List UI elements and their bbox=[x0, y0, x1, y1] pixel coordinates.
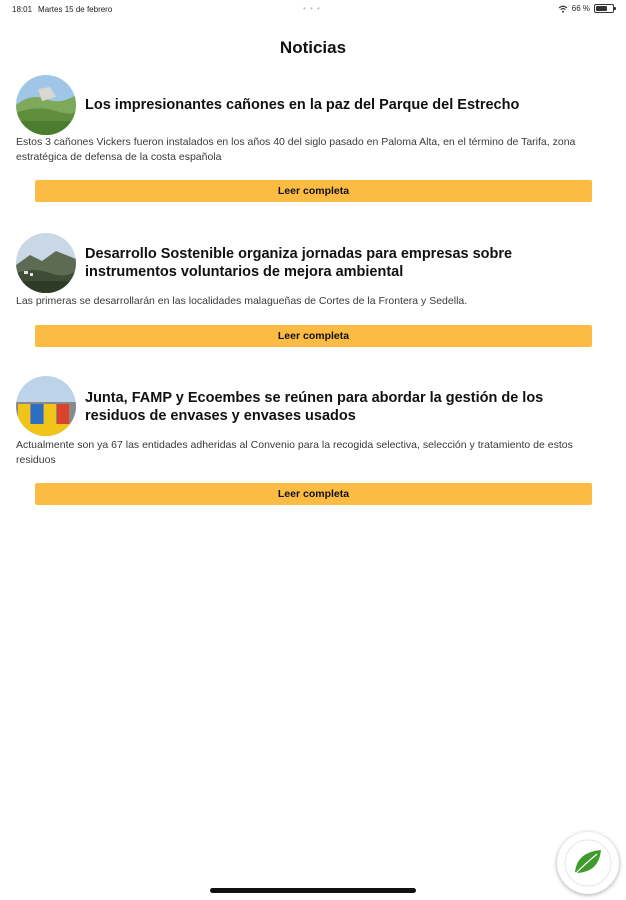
read-more-button[interactable]: Leer completa bbox=[35, 483, 592, 505]
battery-icon bbox=[594, 4, 614, 13]
recycling-bins-photo-icon bbox=[16, 376, 76, 436]
battery-tip bbox=[614, 7, 616, 10]
multitask-dots[interactable]: • • • bbox=[303, 4, 321, 13]
news-summary: Actualmente son ya 67 las entidades adheridas al Convenio para la recogida selectiva, selección y tratamiento de estos residuos bbox=[16, 439, 573, 466]
news-title[interactable]: Los impresionantes cañones en la paz del Parque del Estrecho bbox=[85, 97, 520, 113]
read-more-button[interactable]: Leer completa bbox=[35, 325, 592, 347]
battery-fill bbox=[596, 6, 607, 11]
mountain-village-photo-icon bbox=[16, 233, 76, 293]
page-title: Noticias bbox=[279, 38, 347, 57]
news-thumbnail[interactable] bbox=[16, 376, 76, 436]
landscape-cannon-photo-icon bbox=[16, 75, 76, 135]
news-thumbnail[interactable] bbox=[16, 233, 76, 293]
status-bar bbox=[0, 0, 626, 20]
battery-percent: 66 % bbox=[571, 4, 590, 13]
news-title[interactable]: Junta, FAMP y Ecoembes se reúnen para abordar la gestión de los residuos de envases y envases usados bbox=[85, 390, 544, 424]
home-indicator[interactable] bbox=[210, 888, 416, 893]
read-more-button[interactable]: Leer completa bbox=[35, 180, 592, 202]
news-thumbnail[interactable] bbox=[16, 75, 76, 135]
leaf-icon bbox=[563, 838, 613, 888]
news-title[interactable]: Desarrollo Sostenible organiza jornadas para empresas sobre instrumentos voluntarios de mejora ambiental bbox=[85, 246, 513, 280]
status-right bbox=[558, 4, 614, 13]
leaf-fab-button[interactable] bbox=[557, 832, 619, 894]
status-left bbox=[12, 5, 112, 14]
news-summary: Estos 3 cañones Vickers fueron instalados en los años 40 del siglo pasado en Paloma Alta, en el término de Tarifa, zona estratégica de defensa de la costa española bbox=[16, 136, 576, 163]
wifi-icon bbox=[558, 5, 568, 13]
news-summary: Las primeras se desarrollarán en las localidades malagueñas de Cortes de la Frontera y Sedella. bbox=[16, 295, 468, 307]
status-date: Martes 15 de febrero bbox=[38, 5, 113, 14]
status-time: 18:01 bbox=[12, 5, 33, 14]
